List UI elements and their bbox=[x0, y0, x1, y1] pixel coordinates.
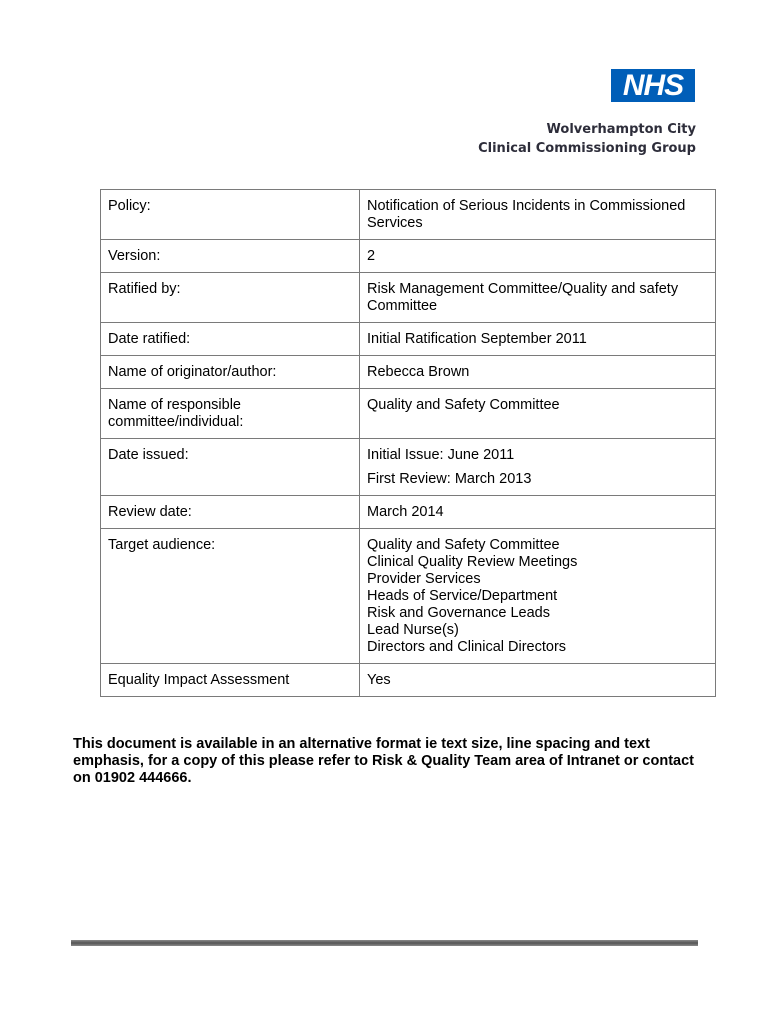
first-review-date: First Review: March 2013 bbox=[367, 471, 532, 487]
organisation-name bbox=[478, 120, 696, 158]
alternative-format-notice: This document is available in an alternative format ie text size, line spacing and text emphasis, for a copy of this please refer to Risk & Quality Team area of Intranet or contact on 01902 444666. bbox=[73, 736, 694, 786]
row-value-author: Rebecca Brown bbox=[360, 356, 716, 389]
row-label-target-audience: Target audience: bbox=[101, 529, 360, 664]
audience-item: Quality and Safety Committee bbox=[367, 537, 560, 553]
row-value-equality-impact: Yes bbox=[360, 664, 716, 697]
row-label-ratified-by: Ratified by: bbox=[101, 273, 360, 323]
audience-item: Provider Services bbox=[367, 571, 481, 587]
policy-details-table bbox=[100, 189, 716, 697]
row-label-date-ratified: Date ratified: bbox=[101, 323, 360, 356]
row-label-author: Name of originator/author: bbox=[101, 356, 360, 389]
audience-item: Clinical Quality Review Meetings bbox=[367, 554, 578, 570]
audience-item: Risk and Governance Leads bbox=[367, 605, 550, 621]
audience-item: Directors and Clinical Directors bbox=[367, 639, 567, 655]
row-label-review-date: Review date: bbox=[101, 496, 360, 529]
table-row bbox=[101, 529, 716, 664]
table-row bbox=[101, 496, 716, 529]
table-row bbox=[101, 389, 716, 439]
row-value-review-date: March 2014 bbox=[360, 496, 716, 529]
table-row bbox=[101, 240, 716, 273]
row-value-date-ratified: Initial Ratification September 2011 bbox=[360, 323, 716, 356]
table-row bbox=[101, 273, 716, 323]
table-row bbox=[101, 323, 716, 356]
row-label-equality-impact: Equality Impact Assessment bbox=[101, 664, 360, 697]
row-label-policy: Policy: bbox=[101, 190, 360, 240]
row-value-date-issued bbox=[360, 439, 716, 496]
row-value-policy: Notification of Serious Incidents in Commissioned Services bbox=[360, 190, 716, 240]
table-row bbox=[101, 190, 716, 240]
row-value-version: 2 bbox=[360, 240, 716, 273]
audience-item: Heads of Service/Department bbox=[367, 588, 558, 604]
table-row bbox=[101, 439, 716, 496]
table-row bbox=[101, 356, 716, 389]
row-label-responsible-committee: Name of responsible committee/individual: bbox=[101, 389, 360, 439]
row-value-responsible-committee: Quality and Safety Committee bbox=[360, 389, 716, 439]
row-value-ratified-by: Risk Management Committee/Quality and safety Committee bbox=[360, 273, 716, 323]
initial-issue-date: Initial Issue: June 2011 bbox=[367, 447, 515, 463]
nhs-logo: NHS bbox=[611, 69, 695, 102]
row-label-date-issued: Date issued: bbox=[101, 439, 360, 496]
organisation-name-line-2: Clinical Commissioning Group bbox=[478, 141, 696, 156]
table-row bbox=[101, 664, 716, 697]
audience-item: Lead Nurse(s) bbox=[367, 622, 459, 638]
row-value-target-audience bbox=[360, 529, 716, 664]
row-label-version: Version: bbox=[101, 240, 360, 273]
footer-divider bbox=[71, 940, 698, 946]
organisation-name-line-1: Wolverhampton City bbox=[546, 122, 696, 137]
